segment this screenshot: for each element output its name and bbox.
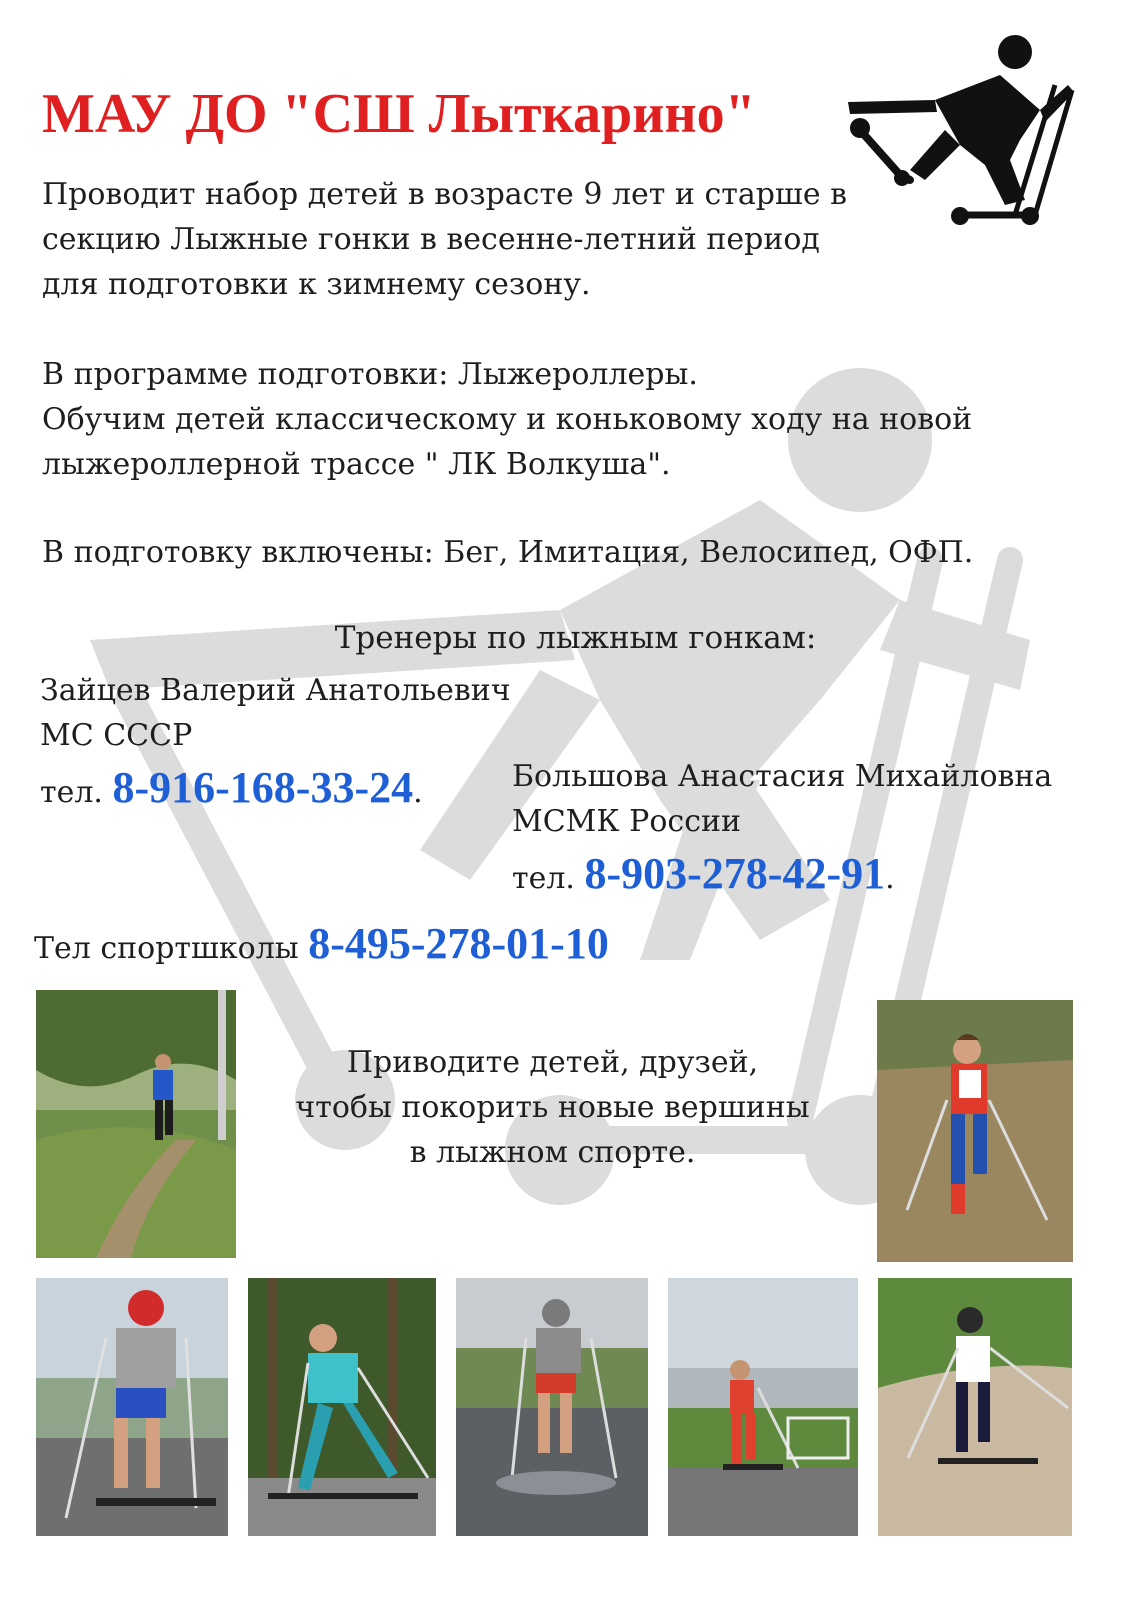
invite-line: в лыжном спорте. bbox=[409, 1135, 696, 1170]
invite-paragraph bbox=[280, 1040, 825, 1175]
coach-name: Зайцев Валерий Анатольевич bbox=[40, 673, 511, 708]
coach-phone-line bbox=[40, 762, 511, 813]
coach-card-zaitsev bbox=[40, 668, 511, 813]
program-line: В программе подготовки: Лыжероллеры. bbox=[42, 357, 698, 392]
photo-rollerski-helmet bbox=[36, 1278, 228, 1536]
coaches-heading: Тренеры по лыжным гонкам: bbox=[334, 620, 817, 656]
intro-line: секцию Лыжные гонки в весенне-летний период bbox=[42, 222, 820, 257]
coach-phone-link[interactable]: 8-903-278-42-91 bbox=[584, 849, 886, 898]
school-phone-label: Тел спортшколы bbox=[34, 931, 309, 966]
phone-label: тел. bbox=[40, 775, 113, 810]
photo-rollerski-forest bbox=[248, 1278, 436, 1536]
invite-line: Приводите детей, друзей, bbox=[346, 1045, 759, 1080]
photo-boy-skiwalk bbox=[877, 1000, 1073, 1262]
invite-line: чтобы покорить новые вершины bbox=[295, 1090, 810, 1125]
school-phone-link[interactable]: 8-495-278-01-10 bbox=[308, 919, 609, 968]
intro-line: для подготовки к зимнему сезону. bbox=[42, 267, 591, 302]
coach-phone-link[interactable]: 8-916-168-33-24 bbox=[112, 763, 414, 812]
included-text: В подготовку включены: Бег, Имитация, Велосипед, ОФП. bbox=[42, 535, 974, 570]
roller-skier-icon bbox=[840, 30, 1080, 230]
coach-card-bolshova bbox=[512, 754, 1052, 899]
photo-trail-runner bbox=[36, 990, 236, 1258]
phone-suffix: . bbox=[413, 775, 423, 810]
coach-title: МС СССР bbox=[40, 718, 193, 753]
page-title: МАУ ДО "СШ Лыткарино" bbox=[42, 83, 756, 145]
photo-rollerski-park bbox=[668, 1278, 858, 1536]
photo-rollerski-puddle bbox=[456, 1278, 648, 1536]
coach-phone-line bbox=[512, 848, 1052, 899]
intro-line: Проводит набор детей в возрасте 9 лет и старше в bbox=[42, 177, 848, 212]
phone-suffix: . bbox=[885, 861, 895, 896]
program-line: лыжероллерной трассе " ЛК Волкуша". bbox=[42, 447, 671, 482]
school-phone-line bbox=[34, 918, 609, 969]
coach-name: Большова Анастасия Михайловна bbox=[512, 759, 1053, 794]
intro-paragraph bbox=[42, 172, 847, 307]
coach-title: МСМК России bbox=[512, 804, 741, 839]
program-paragraph bbox=[42, 352, 972, 487]
photo-rollerski-boy-109 bbox=[878, 1278, 1072, 1536]
phone-label: тел. bbox=[512, 861, 585, 896]
program-line: Обучим детей классическому и коньковому ходу на новой bbox=[42, 402, 973, 437]
